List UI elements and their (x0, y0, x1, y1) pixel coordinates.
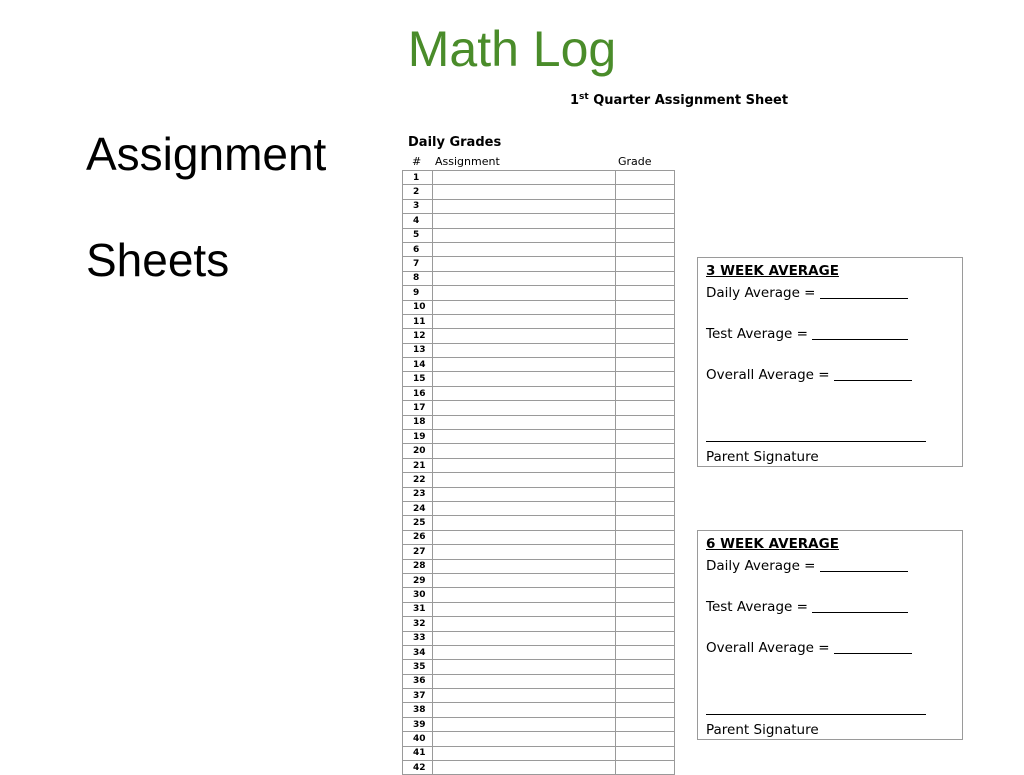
assignment-cell[interactable] (433, 300, 616, 314)
assignment-cell[interactable] (433, 559, 616, 573)
grade-cell[interactable] (616, 703, 675, 717)
table-row (403, 300, 675, 314)
grade-cell[interactable] (616, 458, 675, 472)
table-row (403, 573, 675, 587)
row-number: 34 (403, 645, 433, 659)
row-number: 5 (403, 228, 433, 242)
grade-cell[interactable] (616, 530, 675, 544)
row-number: 10 (403, 300, 433, 314)
overall-average-label: Overall Average = (706, 367, 830, 383)
table-row (403, 732, 675, 746)
grade-cell[interactable] (616, 185, 675, 199)
sheet-title-ordinal: st (579, 92, 589, 102)
table-row (403, 746, 675, 760)
test-average-label: Test Average = (706, 326, 808, 342)
grade-cell[interactable] (616, 732, 675, 746)
assignment-cell[interactable] (433, 358, 616, 372)
daily-average-blank[interactable] (820, 557, 908, 572)
overall-average-line (706, 366, 912, 384)
grade-cell[interactable] (616, 516, 675, 530)
assignment-cell[interactable] (433, 717, 616, 731)
assignment-cell[interactable] (433, 516, 616, 530)
grade-cell[interactable] (616, 689, 675, 703)
row-number: 17 (403, 401, 433, 415)
table-row (403, 430, 675, 444)
table-row (403, 602, 675, 616)
row-number: 1 (403, 171, 433, 185)
grade-cell[interactable] (616, 645, 675, 659)
row-number: 13 (403, 343, 433, 357)
slide-title: Math Log (407, 21, 617, 77)
column-header-grade: Grade (618, 155, 652, 168)
overall-average-line (706, 639, 912, 657)
assignment-cell[interactable] (433, 343, 616, 357)
table-row (403, 530, 675, 544)
assignment-cell[interactable] (433, 645, 616, 659)
grade-cell[interactable] (616, 372, 675, 386)
table-row (403, 559, 675, 573)
assignment-cell[interactable] (433, 242, 616, 256)
assignment-cell[interactable] (433, 501, 616, 515)
grade-cell[interactable] (616, 746, 675, 760)
table-row (403, 645, 675, 659)
grade-cell[interactable] (616, 214, 675, 228)
row-number: 28 (403, 559, 433, 573)
table-row (403, 386, 675, 400)
grade-cell[interactable] (616, 487, 675, 501)
table-row (403, 257, 675, 271)
three-week-average-box (697, 257, 963, 467)
assignment-cell[interactable] (433, 430, 616, 444)
table-row (403, 271, 675, 285)
grade-cell[interactable] (616, 228, 675, 242)
signature-line[interactable] (706, 441, 926, 442)
grade-cell[interactable] (616, 300, 675, 314)
row-number: 15 (403, 372, 433, 386)
grade-cell[interactable] (616, 401, 675, 415)
overall-average-label: Overall Average = (706, 640, 830, 656)
row-number: 21 (403, 458, 433, 472)
grade-cell[interactable] (616, 271, 675, 285)
table-row (403, 674, 675, 688)
row-number: 24 (403, 501, 433, 515)
assignment-cell[interactable] (433, 401, 616, 415)
row-number: 40 (403, 732, 433, 746)
grade-cell[interactable] (616, 286, 675, 300)
table-row (403, 689, 675, 703)
assignment-cell[interactable] (433, 286, 616, 300)
test-average-blank[interactable] (812, 598, 908, 613)
table-row (403, 660, 675, 674)
grade-cell[interactable] (616, 242, 675, 256)
assignment-cell[interactable] (433, 372, 616, 386)
row-number: 4 (403, 214, 433, 228)
row-number: 23 (403, 487, 433, 501)
grade-cell[interactable] (616, 617, 675, 631)
signature-line[interactable] (706, 714, 926, 715)
row-number: 2 (403, 185, 433, 199)
overall-average-blank[interactable] (834, 366, 912, 381)
daily-average-label: Daily Average = (706, 558, 816, 574)
table-row (403, 717, 675, 731)
assignment-cell[interactable] (433, 271, 616, 285)
row-number: 41 (403, 746, 433, 760)
table-row (403, 171, 675, 185)
assignment-cell[interactable] (433, 573, 616, 587)
assignment-cell[interactable] (433, 473, 616, 487)
sheet-title-number: 1 (570, 93, 580, 108)
table-row (403, 372, 675, 386)
assignment-cell[interactable] (433, 199, 616, 213)
table-row (403, 415, 675, 429)
grade-cell[interactable] (616, 343, 675, 357)
assignment-cell[interactable] (433, 228, 616, 242)
table-row (403, 703, 675, 717)
row-number: 19 (403, 430, 433, 444)
row-number: 12 (403, 329, 433, 343)
row-number: 11 (403, 314, 433, 328)
row-number: 37 (403, 689, 433, 703)
assignment-cell[interactable] (433, 415, 616, 429)
grade-cell[interactable] (616, 674, 675, 688)
grade-cell[interactable] (616, 358, 675, 372)
table-row (403, 329, 675, 343)
table-row (403, 444, 675, 458)
row-number: 14 (403, 358, 433, 372)
row-number: 8 (403, 271, 433, 285)
assignment-cell[interactable] (433, 530, 616, 544)
assignment-cell[interactable] (433, 257, 616, 271)
side-text-line-2: Sheets (86, 234, 230, 286)
assignment-cell[interactable] (433, 487, 616, 501)
column-header-number: # (412, 155, 422, 168)
row-number: 32 (403, 617, 433, 631)
grade-cell[interactable] (616, 444, 675, 458)
sheet-title-text: Quarter Assignment Sheet (588, 93, 789, 108)
table-row (403, 501, 675, 515)
grade-cell[interactable] (616, 588, 675, 602)
row-number: 42 (403, 761, 433, 775)
assignment-cell[interactable] (433, 458, 616, 472)
table-row (403, 545, 675, 559)
row-number: 25 (403, 516, 433, 530)
assignment-cell[interactable] (433, 314, 616, 328)
assignment-cell[interactable] (433, 588, 616, 602)
grade-cell[interactable] (616, 329, 675, 343)
assignment-cell[interactable] (433, 171, 616, 185)
overall-average-blank[interactable] (834, 639, 912, 654)
test-average-label: Test Average = (706, 599, 808, 615)
table-row (403, 401, 675, 415)
daily-average-line (706, 284, 908, 302)
row-number: 29 (403, 573, 433, 587)
daily-average-blank[interactable] (820, 284, 908, 299)
table-row (403, 286, 675, 300)
assignment-cell[interactable] (433, 386, 616, 400)
assignment-cell[interactable] (433, 674, 616, 688)
row-number: 7 (403, 257, 433, 271)
side-text-line-1: Assignment (86, 128, 327, 180)
grade-cell[interactable] (616, 415, 675, 429)
row-number: 36 (403, 674, 433, 688)
table-row (403, 228, 675, 242)
assignment-cell[interactable] (433, 703, 616, 717)
row-number: 30 (403, 588, 433, 602)
table-row (403, 214, 675, 228)
row-number: 18 (403, 415, 433, 429)
row-number: 3 (403, 199, 433, 213)
grade-cell[interactable] (616, 573, 675, 587)
row-number: 22 (403, 473, 433, 487)
grade-cell[interactable] (616, 631, 675, 645)
table-row (403, 631, 675, 645)
row-number: 20 (403, 444, 433, 458)
table-row (403, 185, 675, 199)
row-number: 31 (403, 602, 433, 616)
row-number: 38 (403, 703, 433, 717)
assignment-cell[interactable] (433, 732, 616, 746)
assignment-cell[interactable] (433, 689, 616, 703)
table-row (403, 458, 675, 472)
row-number: 16 (403, 386, 433, 400)
assignment-cell[interactable] (433, 185, 616, 199)
assignment-cell[interactable] (433, 746, 616, 760)
grade-cell[interactable] (616, 199, 675, 213)
table-row (403, 314, 675, 328)
grade-cell[interactable] (616, 386, 675, 400)
test-average-blank[interactable] (812, 325, 908, 340)
grade-cell[interactable] (616, 473, 675, 487)
box-heading: 6 WEEK AVERAGE (706, 536, 839, 552)
grade-cell[interactable] (616, 171, 675, 185)
six-week-average-box (697, 530, 963, 740)
grade-cell[interactable] (616, 501, 675, 515)
table-row (403, 343, 675, 357)
table-row (403, 588, 675, 602)
parent-signature-label: Parent Signature (706, 449, 819, 465)
table-row (403, 358, 675, 372)
assignment-cell[interactable] (433, 444, 616, 458)
row-number: 33 (403, 631, 433, 645)
table-row (403, 487, 675, 501)
row-number: 6 (403, 242, 433, 256)
daily-grades-heading: Daily Grades (408, 135, 502, 150)
parent-signature-label: Parent Signature (706, 722, 819, 738)
grade-cell[interactable] (616, 717, 675, 731)
grade-cell[interactable] (616, 602, 675, 616)
daily-grades-table (402, 170, 675, 775)
assignment-cell[interactable] (433, 214, 616, 228)
table-row (403, 199, 675, 213)
daily-average-line (706, 557, 908, 575)
grade-cell[interactable] (616, 430, 675, 444)
grade-cell[interactable] (616, 545, 675, 559)
test-average-line (706, 598, 908, 616)
assignment-cell[interactable] (433, 329, 616, 343)
grade-cell[interactable] (616, 660, 675, 674)
test-average-line (706, 325, 908, 343)
row-number: 27 (403, 545, 433, 559)
table-row (403, 617, 675, 631)
assignment-cell[interactable] (433, 617, 616, 631)
table-row (403, 516, 675, 530)
table-row (403, 473, 675, 487)
grade-cell[interactable] (616, 257, 675, 271)
row-number: 35 (403, 660, 433, 674)
row-number: 26 (403, 530, 433, 544)
table-row (403, 242, 675, 256)
grade-cell[interactable] (616, 314, 675, 328)
grade-cell[interactable] (616, 559, 675, 573)
box-heading: 3 WEEK AVERAGE (706, 263, 839, 279)
assignment-cell[interactable] (433, 631, 616, 645)
sheet-title (570, 91, 788, 111)
row-number: 39 (403, 717, 433, 731)
daily-average-label: Daily Average = (706, 285, 816, 301)
row-number: 9 (403, 286, 433, 300)
assignment-cell[interactable] (433, 545, 616, 559)
assignment-cell[interactable] (433, 660, 616, 674)
assignment-cell[interactable] (433, 602, 616, 616)
column-header-assignment: Assignment (435, 155, 500, 168)
